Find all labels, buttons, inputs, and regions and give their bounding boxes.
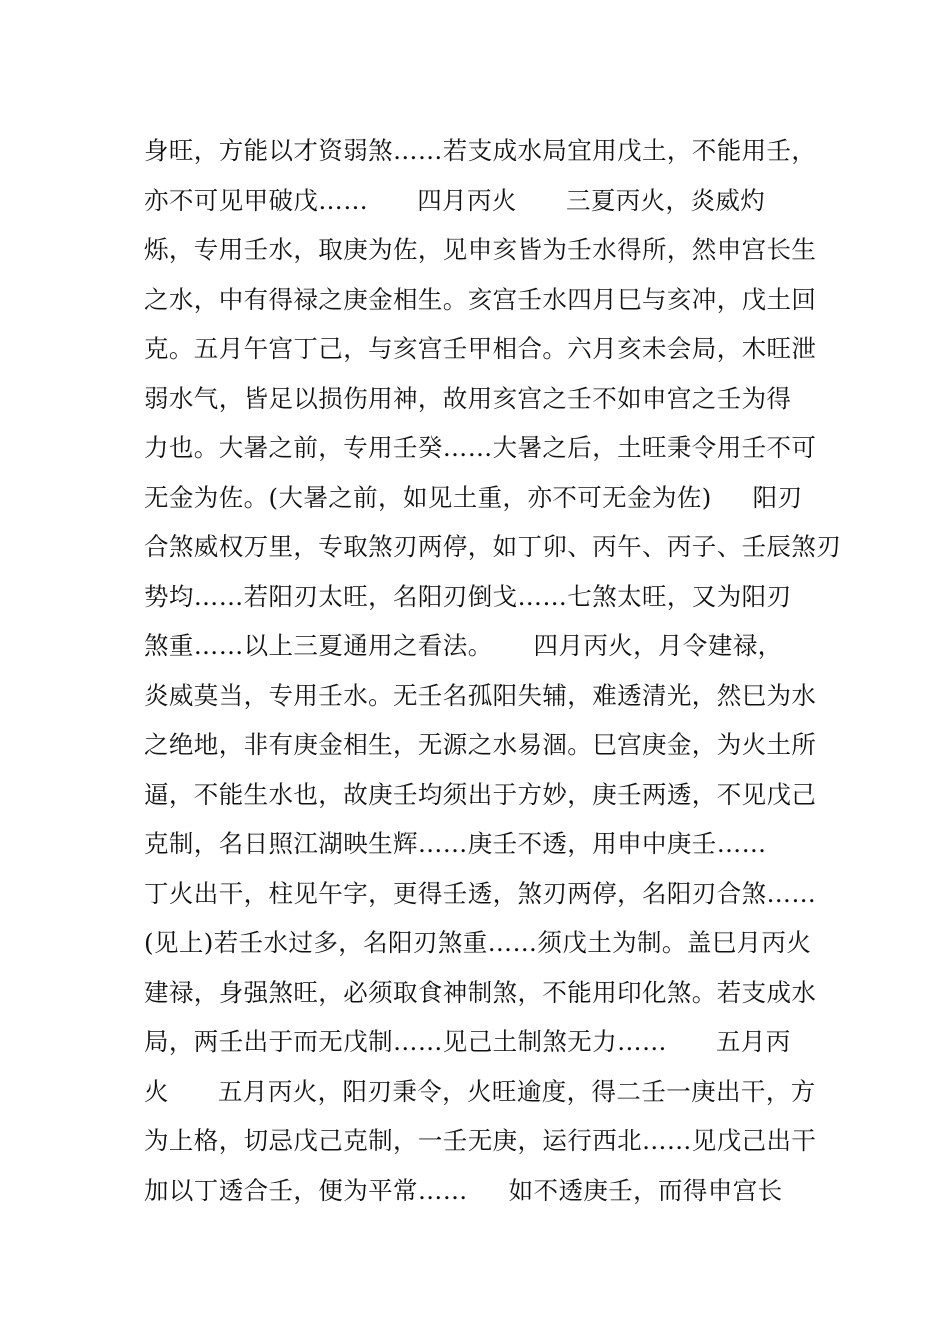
- text-line: 为上格，切忌戊己克制，一壬无庚，运行西北……见戊己出干: [144, 1126, 817, 1155]
- text-line: 丁火出干，柱见午字，更得壬透，煞刃两停，名阳刃合煞……: [144, 878, 817, 908]
- text-line: 势均……若阳刃太旺，名阳刃倒戈……七煞太旺，又为阳刃: [144, 581, 792, 611]
- text-line: 之绝地，非有庚金相生，无源之水易涸。巳宫庚金，为火土所: [144, 730, 817, 759]
- text-line: 之水，中有得禄之庚金相生。亥宫壬水四月巳与亥冲，戊土回: [144, 284, 817, 314]
- text-line: 加以丁透合壬，便为平常…… 如不透庚壬，而得申宫长: [144, 1175, 783, 1205]
- text-line: 炎威莫当，专用壬水。无壬名孤阳失辅，难透清光，然巳为水: [144, 680, 817, 710]
- text-line: 亦不可见甲破戊…… 四月丙火 三夏丙火，炎威灼: [144, 185, 766, 215]
- text-line: 烁，专用壬水，取庚为佐，见申亥皆为壬水得所，然申宫长生: [144, 235, 817, 264]
- text-line: (见上)若壬水过多，名阳刃煞重……须戊土为制。盖巳月丙火: [144, 928, 812, 957]
- text-line: 局，两壬出于而无戊制……见己土制煞无力…… 五月丙: [144, 1027, 791, 1056]
- text-line: 弱水气，皆足以损伤用神，故用亥宫之壬不如申宫之壬为得: [144, 383, 792, 413]
- text-line: 建禄，身强煞旺，必须取食神制煞，不能用印化煞。若支成水: [144, 977, 817, 1007]
- text-line: 煞重……以上三夏通用之看法。 四月丙火，月令建禄，: [144, 631, 783, 660]
- text-line: 火 五月丙火，阳刃秉令，火旺逾度，得二壬一庚出干，方: [144, 1076, 816, 1106]
- text-line: 身旺，方能以才资弱煞……若支成水局宜用戊土，不能用壬，: [144, 136, 817, 165]
- text-line: 克制，名日照江湖映生辉……庚壬不透，用申中庚壬……: [144, 829, 767, 858]
- text-line: 逼，不能生水也，故庚壬均须出于方妙，庚壬两透，不见戊己: [144, 779, 817, 809]
- body-text: [144, 126, 842, 1215]
- text-line: 克。五月午宫丁己，与亥宫壬甲相合。六月亥未会局，木旺泄: [144, 334, 817, 363]
- text-line: 力也。大暑之前，专用壬癸……大暑之后，土旺秉令用壬不可: [144, 433, 817, 462]
- text-line: 无金为佐。(大暑之前，如见土重，亦不可无金为佐) 阳刃: [144, 482, 803, 512]
- text-line: 合煞威权万里，专取煞刃两停，如丁卯、丙午、丙子、壬辰煞刃: [144, 532, 842, 561]
